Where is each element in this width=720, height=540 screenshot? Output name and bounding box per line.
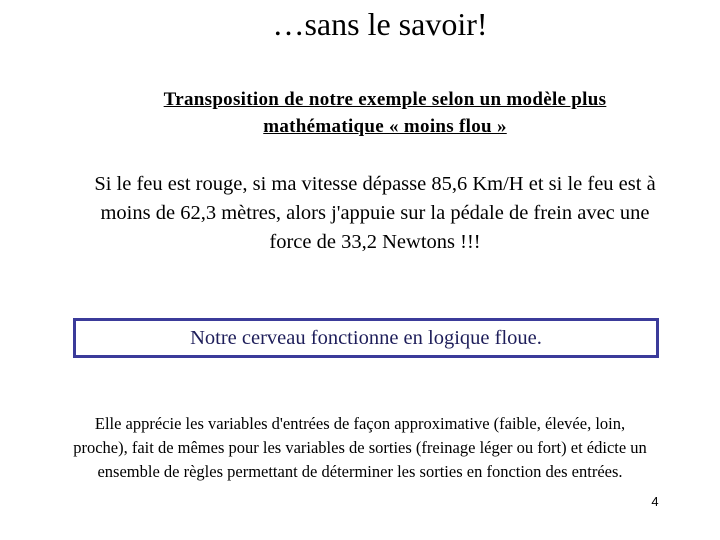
- fuzzy-rule-example: [30, 170, 720, 257]
- rule-line-1: Si le feu est rouge, si ma vitesse dépasse 85,6 Km/H et si le feu est à: [94, 173, 656, 195]
- rule-line-3: force de 33,2 Newtons !!!: [269, 231, 481, 253]
- slide-title: …sans le savoir!: [272, 6, 488, 42]
- subtitle-line-2: mathématique « moins flou »: [263, 116, 507, 137]
- paragraph-line-1: Elle apprécie les variables d'entrées de façon approximative (faible, élevée, loin,: [94, 414, 626, 433]
- subtitle-line-1: Transposition de notre exemple selon un modèle plus: [163, 89, 607, 110]
- page-number: 4: [651, 494, 659, 509]
- paragraph-line-2: proche), fait de mêmes pour les variables de sorties (freinage léger ou fort) et édicte un: [73, 438, 647, 457]
- highlight-box: [73, 318, 659, 358]
- explanation-paragraph: [4, 412, 716, 484]
- paragraph-line-3: ensemble de règles permettant de déterminer les sorties en fonction des entrées.: [97, 462, 623, 481]
- rule-line-2: moins de 62,3 mètres, alors j'appuie sur la pédale de frein avec une: [100, 202, 650, 224]
- slide-subtitle: [60, 86, 710, 140]
- highlight-text: Notre cerveau fonctionne en logique floue.: [190, 326, 542, 349]
